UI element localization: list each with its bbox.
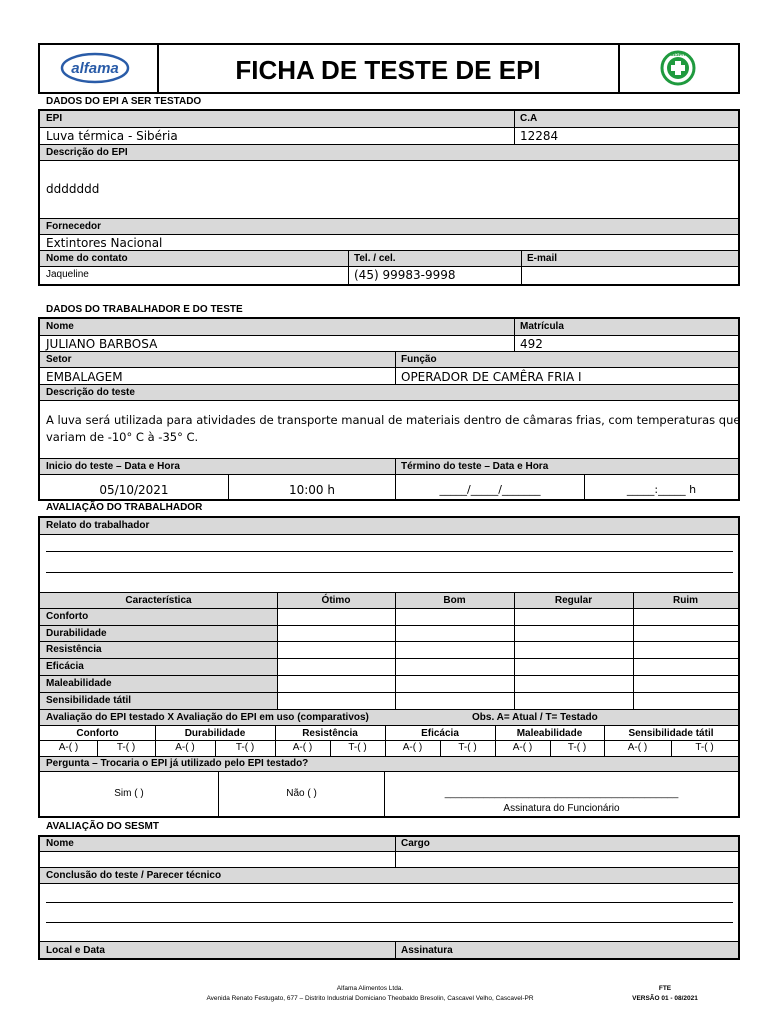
relato-label: Relato do trabalhador — [46, 520, 150, 531]
ca-label: C.A — [520, 113, 538, 124]
logo-text: alfama — [71, 60, 119, 77]
conclusao-line[interactable] — [46, 922, 733, 923]
durabilidade-atual-checkbox[interactable]: A-( ) — [175, 742, 195, 753]
epi-value[interactable]: Luva térmica - Sibéria — [46, 129, 178, 143]
tel-value[interactable]: (45) 99983-9998 — [354, 268, 456, 282]
eficacia-atual-checkbox[interactable]: A-( ) — [402, 742, 423, 753]
company-logo — [60, 52, 130, 84]
col-caracteristica: Característica — [125, 595, 192, 606]
form-title: FICHA DE TESTE DE EPI — [235, 55, 541, 85]
row-eficacia: Eficácia — [46, 661, 84, 672]
eficacia-testado-checkbox[interactable]: T-( ) — [458, 742, 477, 753]
comp-sensibilidade: Sensibilidade tátil — [628, 728, 714, 739]
setor-value[interactable]: EMBALAGEM — [46, 370, 123, 384]
funcao-label: Função — [401, 354, 437, 365]
matricula-label: Matrícula — [520, 321, 564, 332]
row-durabilidade: Durabilidade — [46, 628, 107, 639]
matricula-value[interactable]: 492 — [520, 337, 543, 351]
footer-version: VERSÃO 01 - 08/2021 — [632, 995, 698, 1002]
sensibilidade-atual-checkbox[interactable]: A-( ) — [627, 742, 648, 753]
tel-label: Tel. / cel. — [354, 253, 396, 264]
relato-line[interactable] — [46, 572, 733, 573]
resistencia-atual-checkbox[interactable]: A-( ) — [292, 742, 313, 753]
footer-company: Alfama Alimentos Ltda. — [336, 985, 404, 992]
section-heading-worker: DADOS DO TRABALHADOR E DO TESTE — [46, 304, 243, 315]
relato-line[interactable] — [46, 551, 733, 552]
col-regular: Regular — [554, 595, 593, 606]
setor-label: Setor — [46, 354, 72, 365]
col-otimo: Ótimo — [321, 595, 351, 606]
termino-data[interactable]: _____/_____/_______ — [439, 483, 541, 496]
row-maleabilidade: Maleabilidade — [46, 678, 112, 689]
comparativo-label: Avaliação do EPI testado X Avaliação do EPI em uso (comparativos) — [46, 712, 369, 723]
sesmt-cargo-label: Cargo — [401, 838, 430, 849]
section-heading-epi: DADOS DO EPI A SER TESTADO — [46, 96, 202, 107]
footer-address: Avenida Renato Festugato, 677 – Distrito Industrial Domiciano Theobaldo Bresolin, Cascavel Velho, Cascavel-PR — [206, 995, 534, 1002]
footer-code: FTE — [658, 985, 672, 992]
conforto-atual-checkbox[interactable]: A-( ) — [58, 742, 79, 753]
epi-label: EPI — [46, 113, 63, 124]
sim-checkbox[interactable]: Sim ( ) — [114, 788, 144, 799]
comp-conforto: Conforto — [76, 728, 119, 739]
conclusao-label: Conclusão do teste / Parecer técnico — [46, 870, 222, 881]
conforto-testado-checkbox[interactable]: T-( ) — [116, 742, 136, 753]
descricao-teste-line2[interactable]: variam de -10° C à -35° C. — [46, 430, 199, 444]
pergunta-label: Pergunta – Trocaria o EPI já utilizado pelo EPI testado? — [46, 758, 309, 769]
descricao-teste-line1[interactable]: A luva será utilizada para atividades de transporte manual de materiais dentro de câmaras frias, com temperaturas que — [46, 413, 741, 427]
row-conforto: Conforto — [46, 611, 89, 622]
durabilidade-testado-checkbox[interactable]: T-( ) — [235, 742, 255, 753]
badge-text: SESMT — [670, 52, 686, 57]
maleabilidade-testado-checkbox[interactable]: T-( ) — [567, 742, 587, 753]
local-data-label: Local e Data — [46, 945, 105, 956]
fornecedor-label: Fornecedor — [46, 221, 102, 232]
section-heading-sesmt: AVALIAÇÃO DO SESMT — [46, 821, 159, 832]
section-heading-worker-eval: AVALIAÇÃO DO TRABALHADOR — [46, 502, 203, 513]
inicio-hora[interactable]: 10:00 h — [288, 483, 335, 497]
fornecedor-value[interactable]: Extintores Nacional — [46, 236, 163, 250]
sesmt-badge — [658, 50, 698, 86]
assinatura-funcionario-line[interactable]: __________________________________________ — [444, 788, 679, 799]
obs-label: Obs. A= Atual / T= Testado — [472, 712, 598, 723]
sesmt-nome-label: Nome — [46, 838, 74, 849]
funcao-value[interactable]: OPERADOR DE CAMÊRA FRIA I — [401, 370, 582, 384]
inicio-label: Inicio do teste – Data e Hora — [46, 461, 180, 472]
conclusao-line[interactable] — [46, 902, 733, 903]
comp-durabilidade: Durabilidade — [184, 728, 246, 739]
descricao-epi-value[interactable]: ddddddd — [46, 182, 100, 196]
email-label: E-mail — [527, 253, 558, 264]
contato-value[interactable]: Jaqueline — [46, 269, 89, 280]
resistencia-testado-checkbox[interactable]: T-( ) — [348, 742, 367, 753]
ca-value[interactable]: 12284 — [520, 129, 559, 143]
nome-value[interactable]: JULIANO BARBOSA — [46, 337, 158, 351]
assinatura-funcionario-label: Assinatura do Funcionário — [503, 803, 620, 814]
termino-hora[interactable]: _____:_____ h — [626, 483, 697, 496]
col-bom: Bom — [443, 595, 466, 606]
descricao-teste-label: Descrição do teste — [46, 387, 135, 398]
contato-label: Nome do contato — [46, 253, 128, 264]
descricao-epi-label: Descrição do EPI — [46, 147, 128, 158]
col-ruim: Ruim — [673, 595, 698, 606]
sensibilidade-testado-checkbox[interactable]: T-( ) — [695, 742, 714, 753]
comp-eficacia: Eficácia — [421, 728, 459, 739]
sesmt-assinatura-label: Assinatura — [401, 945, 453, 956]
nome-label: Nome — [46, 321, 74, 332]
maleabilidade-atual-checkbox[interactable]: A-( ) — [512, 742, 533, 753]
inicio-data[interactable]: 05/10/2021 — [99, 483, 169, 497]
row-sensibilidade: Sensibilidade tátil — [46, 695, 132, 706]
row-resistencia: Resistência — [46, 644, 102, 655]
comp-maleabilidade: Maleabilidade — [516, 728, 583, 739]
termino-label: Término do teste – Data e Hora — [401, 461, 549, 472]
nao-checkbox[interactable]: Não ( ) — [286, 788, 317, 799]
comp-resistencia: Resistência — [302, 728, 358, 739]
